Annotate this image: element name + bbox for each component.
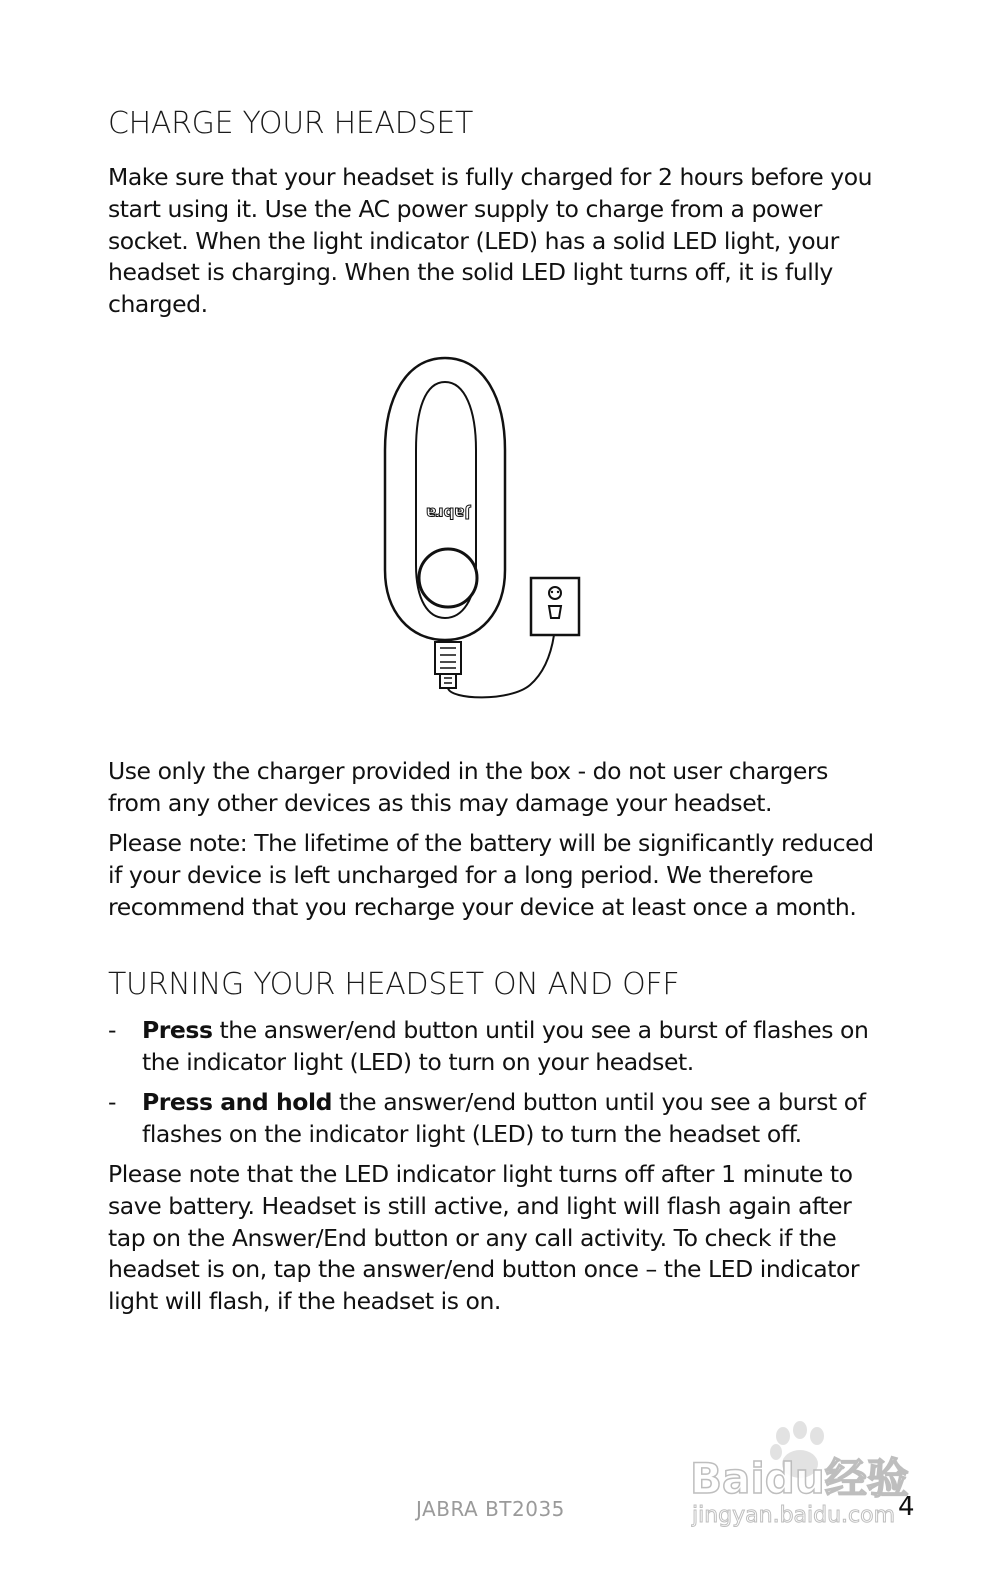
bullet-text: the answer/end button until you see a burst of flashes on the indicator light (LED) to turn on your headset. xyxy=(142,1016,869,1076)
headset-charging-illustration xyxy=(370,350,600,710)
svg-text:jingyan.baidu.com: jingyan.baidu.com xyxy=(692,1503,896,1528)
section-title-power: TURNING YOUR HEADSET ON AND OFF xyxy=(108,967,680,1002)
answer-end-button xyxy=(419,549,477,607)
footer-product-name: JABRA BT2035 xyxy=(416,1497,565,1521)
baidu-watermark xyxy=(690,1418,920,1534)
charger-warning-paragraph: Use only the charger provided in the box - do not user chargers from any other devices as this may damage your headset. xyxy=(108,757,828,817)
bullet-bold-label: Press and hold xyxy=(142,1088,332,1116)
battery-note-paragraph: Please note: The lifetime of the battery will be significantly reduced if your device is left uncharged for a long period. We therefore recommend that you recharge your device at least once a month. xyxy=(108,829,874,921)
bullet-text: the answer/end button until you see a burst of flashes on the indicator light (LED) to turn the headset off. xyxy=(142,1088,866,1148)
charge-intro-paragraph: Make sure that your headset is fully charged for 2 hours before you start using it. Use the AC power supply to charge from a power socket. When the light indicator (LED) has a solid LED light, your headset is charging. When the solid LED light turns off, it is fully charged. xyxy=(108,163,873,319)
page-number: 4 xyxy=(898,1492,915,1522)
bullet-bold-label: Press xyxy=(142,1016,213,1044)
led-note-paragraph: Please note that the LED indicator light turns off after 1 minute to save battery. Headset is still active, and light will flash again after tap on the Answer/End button or any call activity. To check if the headset is on, tap the answer/end button once – the LED indicator light will flash, if the headset is on. xyxy=(108,1160,860,1316)
svg-text:Jabra: Jabra xyxy=(426,504,470,522)
charging-connector xyxy=(435,642,461,674)
bullet-dash: - xyxy=(108,1088,117,1116)
svg-text:Baidu经验: Baidu经验 xyxy=(690,1454,909,1503)
jabra-logo xyxy=(426,504,471,522)
list-item xyxy=(108,1087,878,1151)
list-item xyxy=(108,1015,878,1079)
section-title-charge: CHARGE YOUR HEADSET xyxy=(108,106,474,141)
bullet-dash: - xyxy=(108,1016,117,1044)
